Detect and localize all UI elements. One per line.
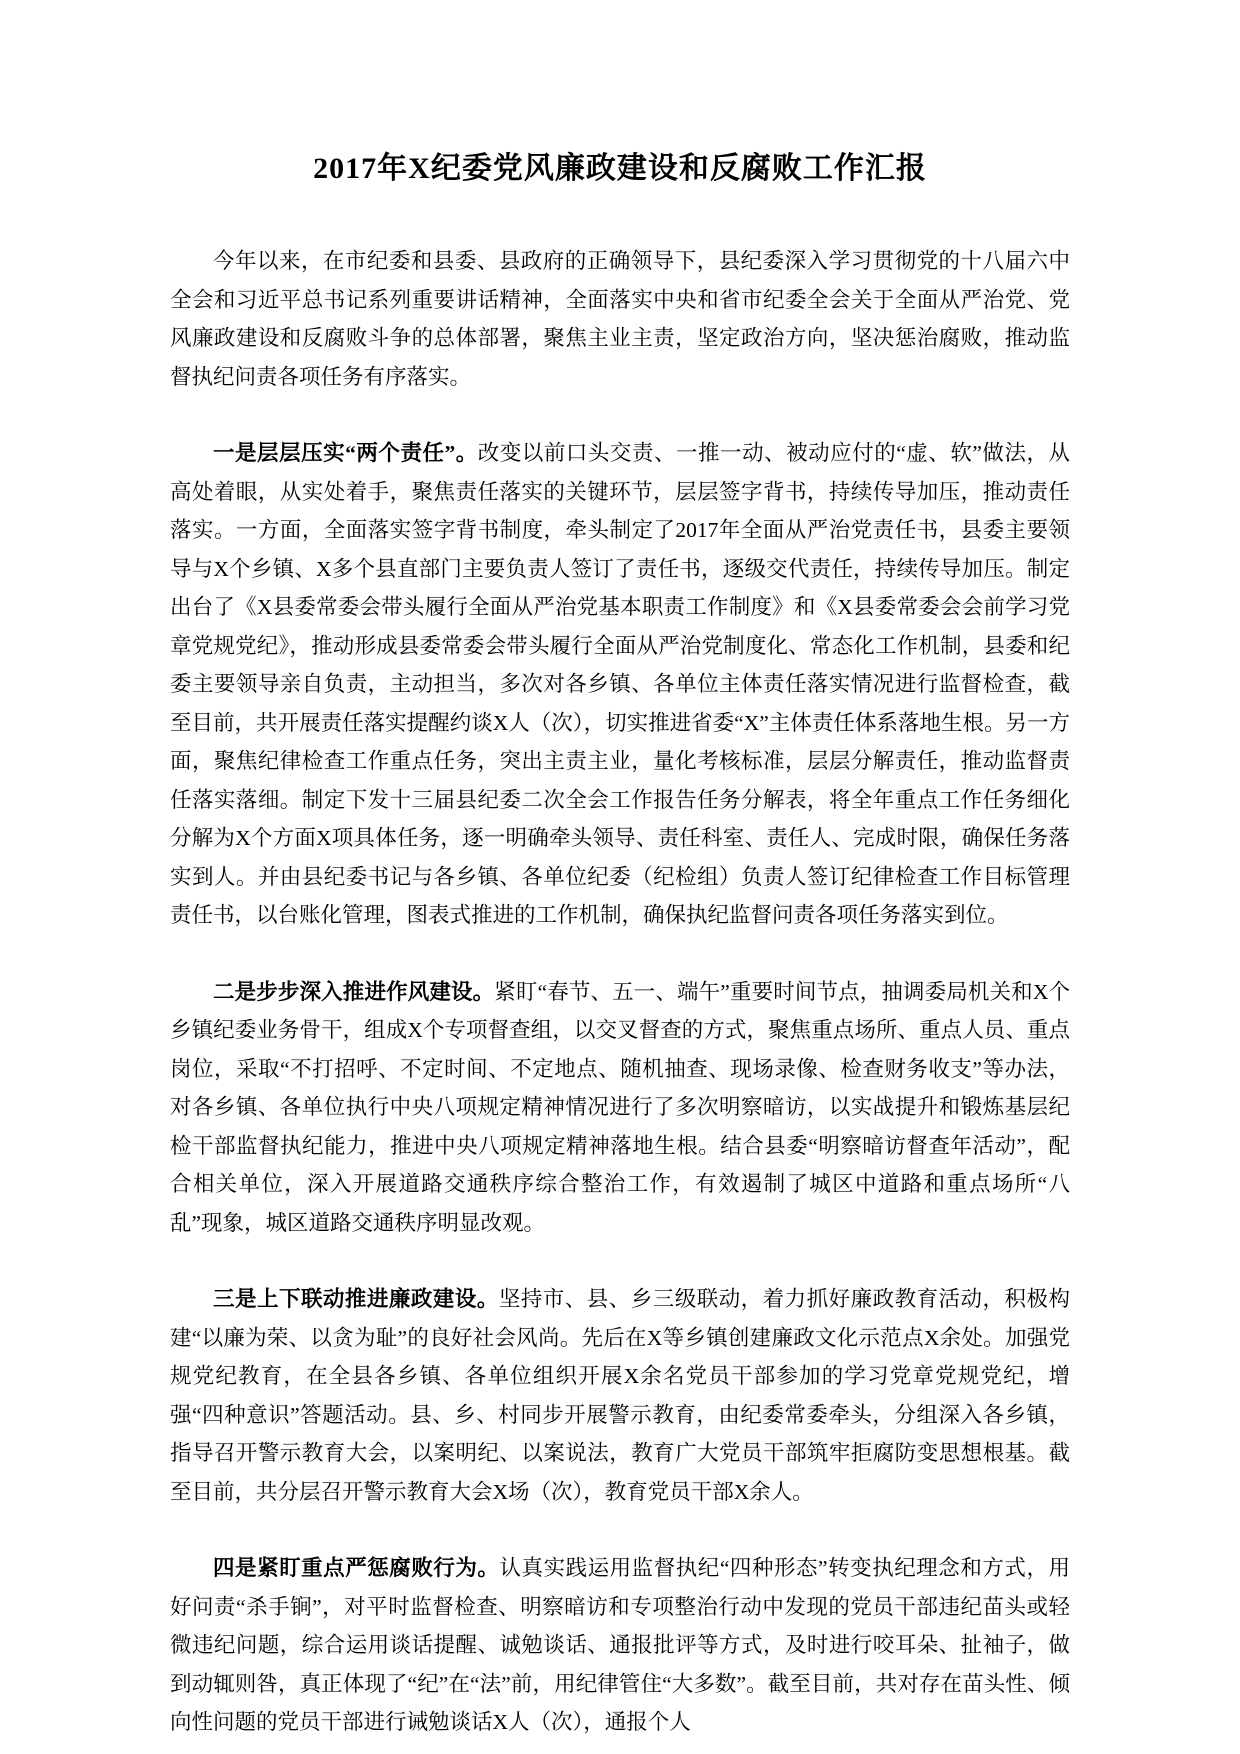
paragraph [170, 973, 1070, 1243]
paragraph-text: 认真实践运用监督执纪“四种形态”转变执纪理念和方式，用好问责“杀手锏”，对平时监督检查、明察暗访和专项整治行动中发现的党员干部违纪苗头或轻微违纪问题，综合运用谈话提醒、诚勉谈话、通报批评等方式，及时进行咬耳朵、扯袖子，做到动辄则咎，真正体现了“纪”在“法”前，用纪律管住“大多数”。截至目前，共对存在苗头性、倾向性问题的党员干部进行诫勉谈话X人（次），通报个人 [170, 1556, 1070, 1734]
paragraph-lead: 二是步步深入推进作风建设。 [213, 979, 495, 1004]
paragraph [170, 434, 1070, 935]
document-title: 2017年X纪委党风廉政建设和反腐败工作汇报 [313, 152, 927, 185]
paragraph-text: 紧盯“春节、五一、端午”重要时间节点，抽调委局机关和X个乡镇纪委业务骨干，组成X个专项督查组，以交叉督查的方式，聚焦重点场所、重点人员、重点岗位，采取“不打招呼、不定时间、不定地点、随机抽查、现场录像、检查财务收支”等办法，对各乡镇、各单位执行中央八项规定精神情况进行了多次明察暗访，以实战提升和锻炼基层纪检干部监督执纪能力，推进中央八项规定精神落地生根。结合县委“明察暗访督查年活动”，配合相关单位，深入开展道路交通秩序综合整治工作，有效遏制了城区中道路和重点场所“八乱”现象，城区道路交通秩序明显改观。 [170, 979, 1071, 1235]
paragraph-lead: 三是上下联动推进廉政建设。 [213, 1287, 499, 1311]
paragraph-lead: 一是层层压实“两个责任”。 [213, 441, 478, 465]
paragraph [170, 242, 1070, 396]
paragraph-text: 今年以来，在市纪委和县委、县政府的正确领导下，县纪委深入学习贯彻党的十八届六中全会和习近平总书记系列重要讲话精神，全面落实中央和省市纪委全会关于全面从严治党、党风廉政建设和反腐败斗争的总体部署，聚焦主业主责，坚定政治方向，坚决惩治腐败，推动监督执纪问责各项任务有序落实。 [170, 249, 1070, 389]
paragraph-text: 坚持市、县、乡三级联动，着力抓好廉政教育活动，积极构建“以廉为荣、以贪为耻”的良好社会风尚。先后在X等乡镇创建廉政文化示范点X余处。加强党规党纪教育，在全县各乡镇、各单位组织开展X余名党员干部参加的学习党章党规党纪，增强“四种意识”答题活动。县、乡、村同步开展警示教育，由纪委常委牵头，分组深入各乡镇，指导召开警示教育大会，以案明纪、以案说法，教育广大党员干部筑牢拒腐防变思想根基。截至目前，共分层召开警示教育大会X场（次），教育党员干部X余人。 [170, 1287, 1070, 1504]
paragraph [170, 1549, 1070, 1742]
paragraph-text: 改变以前口头交责、一推一动、被动应付的“虚、软”做法，从高处着眼，从实处着手，聚焦责任落实的关键环节，层层签字背书，持续传导加压，推动责任落实。一方面，全面落实签字背书制度，牵头制定了2017年全面从严治党责任书，县委主要领导与X个乡镇、X多个县直部门主要负责人签订了责任书，逐级交代责任，持续传导加压。制定出台了《X县委常委会带头履行全面从严治党基本职责工作制度》和《X县委常委会会前学习党章党规党纪》，推动形成县委常委会带头履行全面从严治党制度化、常态化工作机制，县委和纪委主要领导亲自负责，主动担当，多次对各乡镇、各单位主体责任落实情况进行监督检查，截至目前，共开展责任落实提醒约谈X人（次），切实推进省委“X”主体责任体系落地生根。另一方面，聚焦纪律检查工作重点任务，突出主责主业，量化考核标准，层层分解责任，推动监督责任落实落细。制定下发十三届县纪委二次全会工作报告任务分解表，将全年重点工作任务细化分解为X个方面X项具体任务，逐一明确牵头领导、责任科室、责任人、完成时限，确保任务落实到人。并由县纪委书记与各乡镇、各单位纪委（纪检组）负责人签订纪律检查工作目标管理责任书，以台账化管理，图表式推进的工作机制，确保执纪监督问责各项任务落实到位。 [170, 441, 1070, 927]
paragraph-lead: 四是紧盯重点严惩腐败行为。 [213, 1556, 500, 1580]
paragraph [170, 1280, 1070, 1511]
document-body [170, 242, 1070, 1742]
